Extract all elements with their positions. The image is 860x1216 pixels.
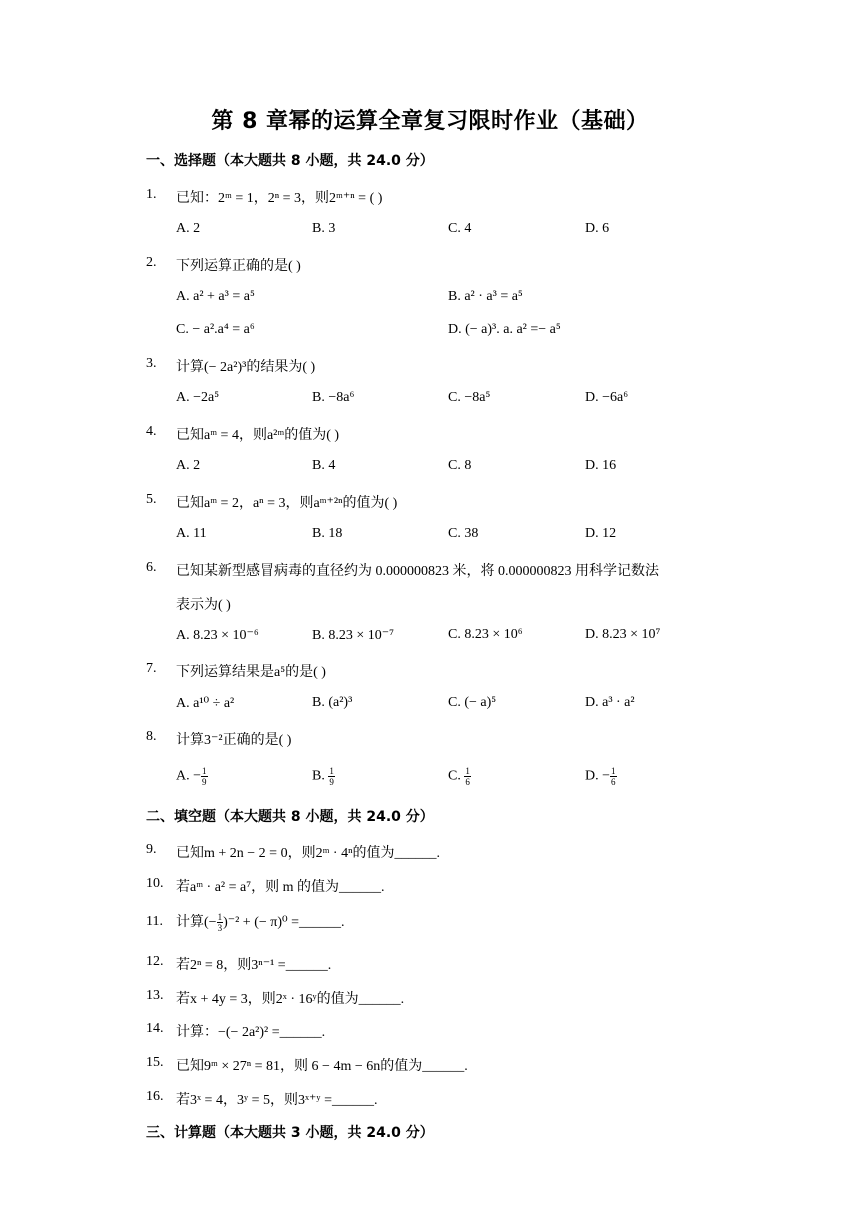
fraction-numerator: 1 bbox=[465, 766, 470, 776]
option-b: B. (a²)³ bbox=[312, 695, 353, 710]
fraction-denominator: 6 bbox=[465, 777, 470, 787]
question-number: 7. bbox=[146, 661, 157, 676]
question-number: 1. bbox=[146, 187, 157, 202]
option-b: B. −8a⁶ bbox=[312, 390, 355, 405]
question-stem: 已知m + 2n − 2 = 0，则2ᵐ · 4ⁿ的值为______. bbox=[176, 846, 440, 861]
question-stem: 若aᵐ · a² = a⁷，则 m 的值为______. bbox=[176, 880, 385, 895]
option-d: D. 6 bbox=[585, 221, 610, 236]
fraction-denominator: 3 bbox=[217, 923, 223, 934]
question-number: 4. bbox=[146, 424, 157, 439]
option-d: D. (− a)³. a. a² =− a⁵ bbox=[448, 322, 561, 337]
question-stem-continued: 表示为( ) bbox=[176, 598, 231, 613]
question-stem: 计算(− 2a²)³的结果为( ) bbox=[176, 360, 316, 375]
option-d: D. a³ · a² bbox=[585, 695, 635, 710]
question-stem: 下列运算结果是a⁵的是( ) bbox=[176, 665, 326, 680]
option-a: A. 11 bbox=[176, 526, 207, 541]
option-a: A. 2 bbox=[176, 458, 201, 473]
question-number: 3. bbox=[146, 356, 157, 371]
option-c: C. −8a⁵ bbox=[448, 390, 491, 405]
question-number: 14. bbox=[146, 1021, 164, 1036]
fraction-denominator: 9 bbox=[329, 777, 334, 787]
fraction bbox=[201, 766, 208, 787]
section-heading-calc: 三、计算题（本大题共 3 小题，共 24.0 分） bbox=[146, 1125, 434, 1141]
option-c: C. − a².a⁴ = a⁶ bbox=[176, 322, 255, 337]
option-c: C. (− a)⁵ bbox=[448, 695, 497, 710]
option-d: D. −6a⁶ bbox=[585, 390, 629, 405]
option-c: C. 8 bbox=[448, 458, 472, 473]
question-stem bbox=[176, 911, 345, 933]
fraction-numerator: 1 bbox=[611, 766, 616, 776]
question-number: 2. bbox=[146, 255, 157, 270]
fraction bbox=[464, 766, 471, 787]
question-number: 13. bbox=[146, 988, 164, 1003]
stem-prefix: 计算(− bbox=[176, 915, 217, 930]
question-stem: 计算3⁻²正确的是( ) bbox=[176, 733, 292, 748]
option-a: A. 8.23 × 10⁻⁶ bbox=[176, 628, 259, 643]
question-number: 11. bbox=[146, 914, 163, 929]
option-label: B. bbox=[312, 768, 329, 784]
question-stem: 计算：−(− 2a²)² =______. bbox=[176, 1025, 326, 1040]
section-heading-choice: 一、选择题（本大题共 8 小题，共 24.0 分） bbox=[146, 153, 434, 169]
option-c: C. 4 bbox=[448, 221, 472, 236]
option-label: C. bbox=[448, 768, 465, 784]
question-number: 5. bbox=[146, 492, 157, 507]
option-b: B. 18 bbox=[312, 526, 343, 541]
option-b: B. 8.23 × 10⁻⁷ bbox=[312, 628, 395, 643]
question-number: 16. bbox=[146, 1089, 164, 1104]
fraction-denominator: 6 bbox=[611, 777, 616, 787]
question-number: 6. bbox=[146, 560, 157, 575]
option-a: A. 2 bbox=[176, 221, 201, 236]
question-stem: 若3ˣ = 4，3ʸ = 5，则3ˣ⁺ʸ =______. bbox=[176, 1093, 378, 1108]
option-c: C. 38 bbox=[448, 526, 479, 541]
option-c: C. 8.23 × 10⁶ bbox=[448, 627, 523, 642]
option-label: A. − bbox=[176, 768, 202, 784]
document-title: 第 8 章幂的运算全章复习限时作业（基础） bbox=[211, 109, 649, 134]
section-heading-fill: 二、填空题（本大题共 8 小题，共 24.0 分） bbox=[146, 809, 434, 825]
fraction-numerator: 1 bbox=[329, 766, 334, 776]
question-stem: 若x + 4y = 3，则2ˣ · 16ʸ的值为______. bbox=[176, 992, 405, 1007]
fraction-numerator: 1 bbox=[202, 766, 207, 776]
question-number: 12. bbox=[146, 954, 164, 969]
question-stem: 若2ⁿ = 8，则3ⁿ⁻¹ =______. bbox=[176, 958, 332, 973]
option-a: A. −2a⁵ bbox=[176, 390, 220, 405]
question-number: 9. bbox=[146, 842, 157, 857]
question-number: 10. bbox=[146, 876, 164, 891]
option-label: D. − bbox=[585, 768, 611, 784]
option-c bbox=[448, 766, 471, 787]
fraction bbox=[610, 766, 617, 787]
stem-suffix: )⁻² + (− π)⁰ =______. bbox=[223, 915, 345, 930]
question-number: 8. bbox=[146, 729, 157, 744]
option-a: A. a¹⁰ ÷ a² bbox=[176, 696, 235, 711]
option-d bbox=[585, 766, 617, 787]
question-stem: 已知：2ᵐ = 1，2ⁿ = 3，则2ᵐ⁺ⁿ = ( ) bbox=[176, 191, 383, 206]
question-stem: 已知aᵐ = 4，则a²ᵐ的值为( ) bbox=[176, 428, 340, 443]
option-a bbox=[176, 766, 208, 787]
option-b: B. 3 bbox=[312, 221, 336, 236]
fraction-denominator: 9 bbox=[202, 777, 207, 787]
question-stem: 已知9ᵐ × 27ⁿ = 81，则 6 − 4m − 6n的值为______. bbox=[176, 1059, 468, 1074]
option-b: B. a² · a³ = a⁵ bbox=[448, 289, 523, 304]
fraction-numerator: 1 bbox=[217, 912, 223, 923]
option-b bbox=[312, 766, 335, 787]
question-stem: 下列运算正确的是( ) bbox=[176, 259, 301, 274]
question-number: 15. bbox=[146, 1055, 164, 1070]
option-d: D. 16 bbox=[585, 458, 617, 473]
option-a: A. a² + a³ = a⁵ bbox=[176, 289, 255, 304]
question-stem: 已知aᵐ = 2，aⁿ = 3，则aᵐ⁺²ⁿ的值为( ) bbox=[176, 496, 398, 511]
option-d: D. 12 bbox=[585, 526, 617, 541]
fraction bbox=[328, 766, 335, 787]
option-b: B. 4 bbox=[312, 458, 336, 473]
question-stem: 已知某新型感冒病毒的直径约为 0.000000823 米，将 0.000000823 用科学记数法 bbox=[176, 564, 659, 579]
option-d: D. 8.23 × 10⁷ bbox=[585, 627, 661, 642]
